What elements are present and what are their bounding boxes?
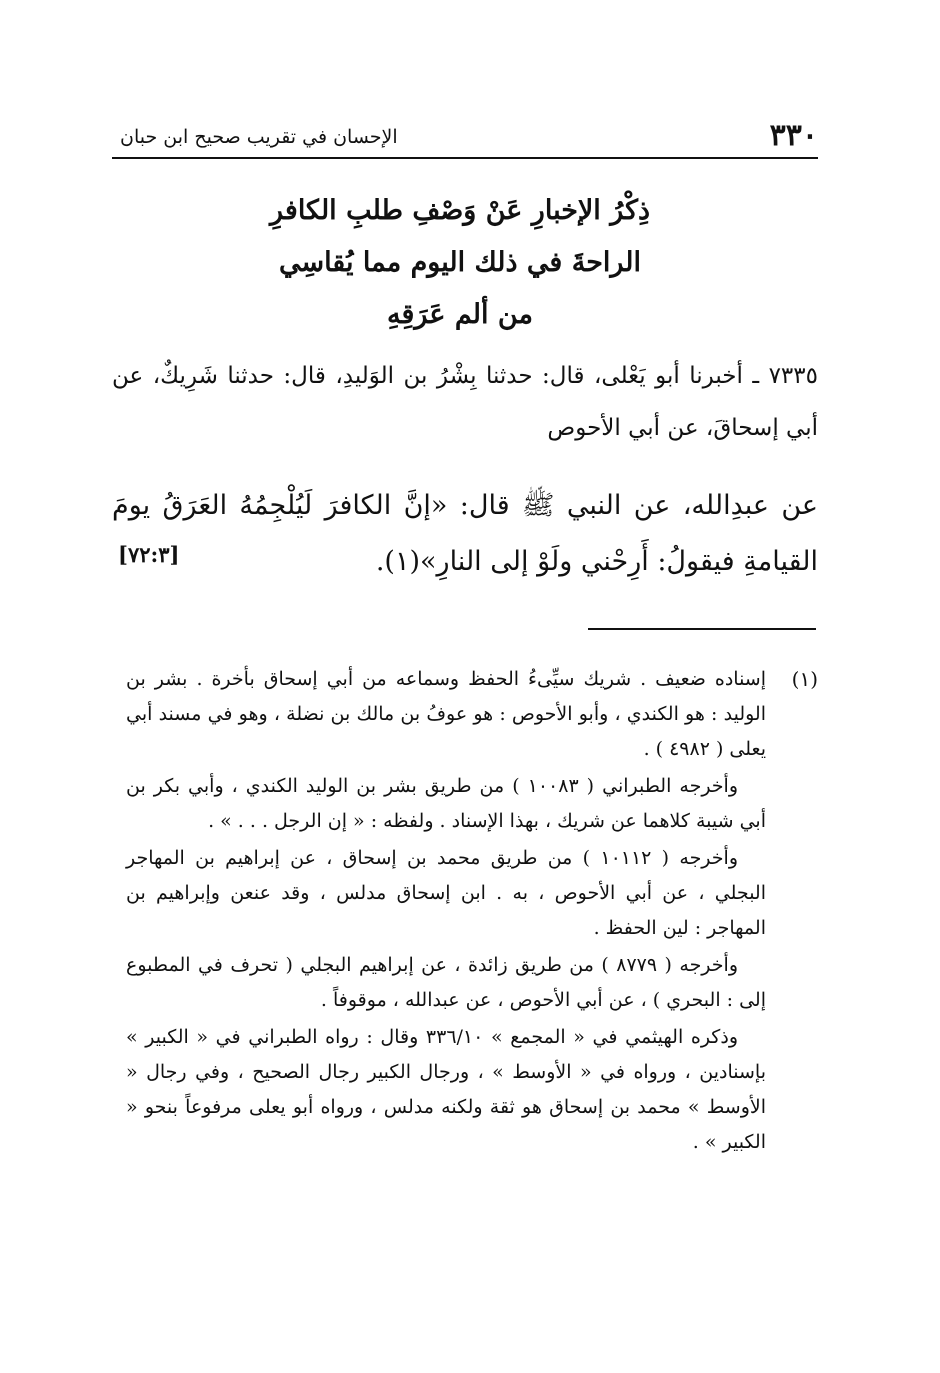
running-book-title: الإحسان في تقريب صحيح ابن حبان (120, 126, 398, 148)
heading-line: من ألم عَرَقِهِ (387, 299, 533, 330)
page-number: ٣٣٠ (769, 118, 818, 153)
hadith-matn: عن عبدِالله، عن النبي ﷺ قال: «إنَّ الكافرَ لَيُلْجِمُهُ العَرَقُ يومَ القيامةِ فيقولُ: أَرِحْني ولَوْ إلى النارِ»(١). (112, 490, 818, 577)
footnotes (126, 662, 818, 1160)
heading-line: الراحةَ في ذلك اليوم مما يُقاسِي (278, 247, 642, 278)
footnote-paragraph: وأخرجه الطبراني ( ١٠٠٨٣ ) من طريق بشر بن الوليد الكندي ، وأبي بكر بن أبي شيبة كلاهما عن شريك ، بهذا الإسناد . ولفظه : « إن الرجل . . . » . (126, 775, 766, 832)
footnote-paragraph: إسناده ضعيف . شريك سيِّىءُ الحفظ وسماعه من أبي إسحاق بأخرة . بشر بن الوليد : هو الكندي ، وأبو الأحوص : هو عوفُ بن مالك بن نضلة ، وهو في مسند أبي يعلى ( ٤٩٨٢ ) . (126, 668, 766, 760)
hadith-reference: [٧٢:٣] (118, 542, 180, 567)
footnote-marker: (١) (791, 667, 818, 691)
footnote-paragraph: وأخرجه ( ١٠١١٢ ) من طريق محمد بن إسحاق ، عن إبراهيم بن المهاجر البجلي ، عن أبي الأحوص ، به . ابن إسحاق مدلس ، وقد عنعن وإبراهيم بن المهاجر : لين الحفظ . (126, 847, 766, 939)
footnote-body (126, 662, 766, 1160)
page-header (112, 112, 818, 152)
header-divider (112, 157, 818, 159)
section-heading (200, 185, 720, 341)
footnote-divider (588, 628, 816, 630)
heading-line: ذِكْرُ الإخبارِ عَنْ وَصْفِ طلبِ الكافرِ (270, 195, 650, 226)
hadith-isnad: ٧٣٣٥ ـ أخبرنا أبو يَعْلى، قال: حدثنا بِشْرُ بن الوَليدِ، قال: حدثنا شَرِيكٌ، عن أبي إسحاقَ، عن أبي الأحوص (112, 363, 818, 441)
footnote-paragraph: وذكره الهيثمي في « المجمع » ٣٣٦/١٠ وقال : رواه الطبراني في « الكبير » بإسنادين ، ورواه في « الأوسط » ، ورجال الكبير رجال الصحيح ، وفي رجال « الأوسط » محمد بن إسحاق هو ثقة ولكنه مدلس ، ورواه أبو يعلى مرفوعاً بنحو « الكبير » . (126, 1026, 766, 1153)
footnote-paragraph: وأخرجه ( ٨٧٧٩ ) من طريق زائدة ، عن إبراهيم البجلي ( تحرف في المطبوع إلى : البحري ) ، عن أبي الأحوص ، عن عبدالله ، موقوفاً . (126, 954, 766, 1011)
